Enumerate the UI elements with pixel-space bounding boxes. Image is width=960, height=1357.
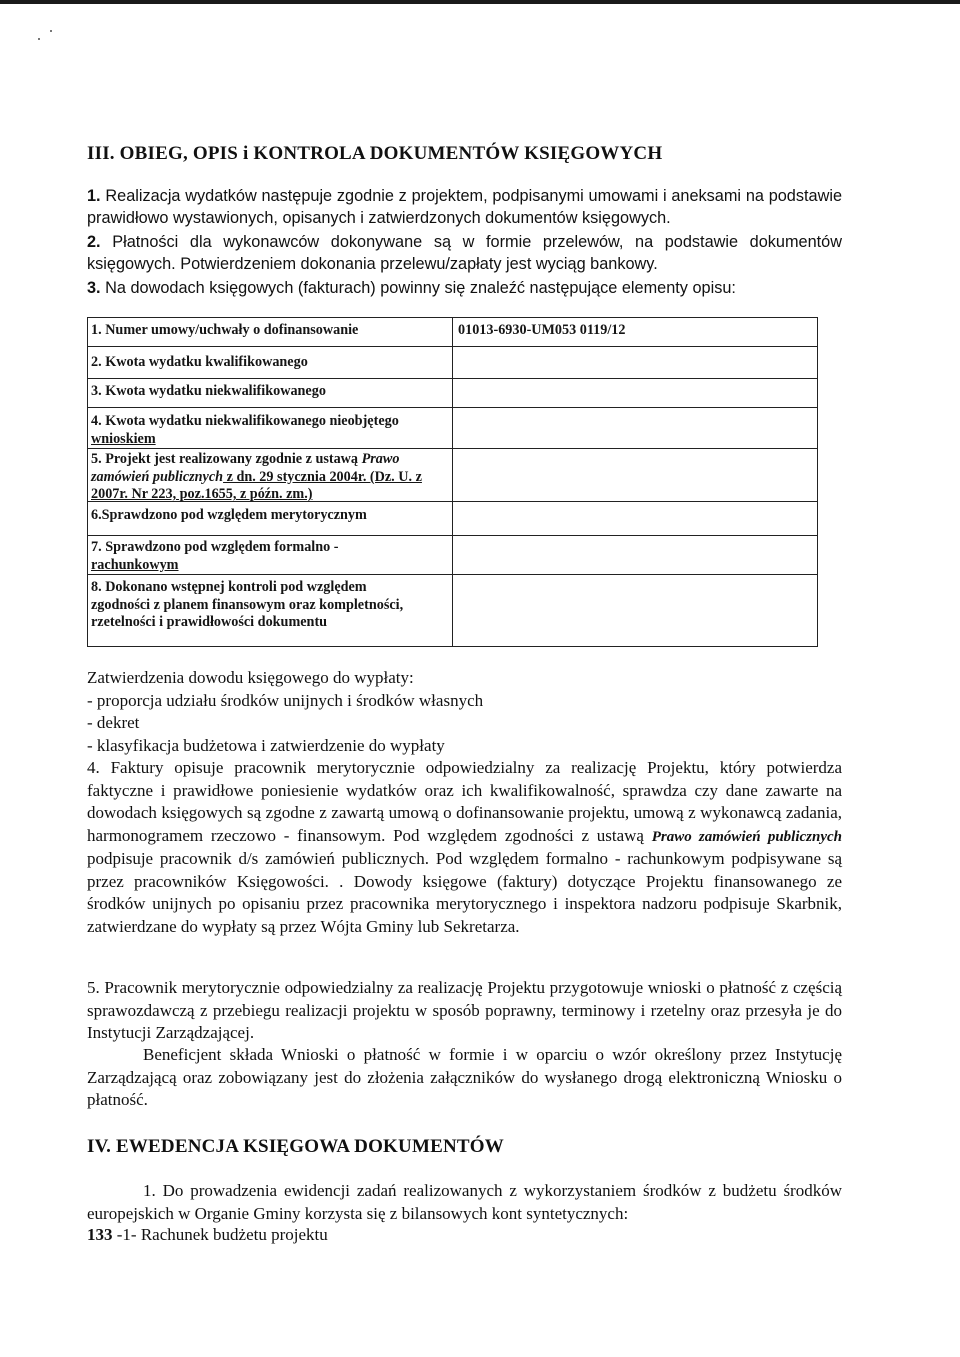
paragraph-5b [87, 1044, 842, 1112]
invoice-description-table [87, 317, 818, 647]
row-value: 01013-6930-UM053 0119/12 [458, 322, 626, 338]
paragraph-number: 1. [143, 1181, 156, 1200]
paragraph-number: 2. [87, 233, 101, 251]
row-label: 3. Kwota wydatku niekwalifikowanego [91, 383, 326, 399]
paragraph-text: Do prowadzenia ewidencji zadań realizowanych z wykorzystaniem środków z budżetu środków europejskich w Organie Gminy korzysta się z bilansowych kont syntetycznych: [87, 1181, 842, 1223]
row-label: wnioskiem [91, 430, 156, 447]
row-label: rachunkowym [91, 556, 179, 573]
row-label: rzetelności i prawidłowości dokumentu [91, 614, 328, 630]
table-row-divider [88, 535, 817, 536]
table-row [91, 507, 447, 525]
row-label: 7. Sprawdzono pod względem formalno - [91, 539, 339, 555]
paragraph-text: Beneficjent składa Wnioski o płatność w formie i w oparciu o wzór określony przez Instytucję Zarządzającą oraz zobowiązany jest do złożenia załączników do wysłanego drogą elektroniczną Wniosku o płatność. [87, 1045, 842, 1109]
paragraph-italic: Prawo zamówień publicznych [651, 828, 843, 845]
row-label: 5. Projekt jest realizowany zgodnie z ustawą [91, 451, 362, 467]
paragraph-1 [87, 185, 842, 229]
scan-speck [50, 30, 52, 32]
paragraph-text: Realizacja wydatków następuje zgodnie z projektem, podpisanymi umowami i aneksami na podstawie prawidłowo wystawionych, opisanych i zatwierdzonych dokumentów księgowych. [87, 187, 843, 227]
paragraph-2 [87, 231, 842, 275]
paragraph-text: podpisuje pracownik d/s zamówień publicznych. Pod względem formalno - rachunkowym podpisywane są przez pracowników Księgowości. . Dowody księgowe (faktury) dotyczące Projektu finansowanego ze środków unijnych po opisaniu przez pracownika merytorycznego i inspektora nadzoru podpisuje Skarbnik, zatwierdzane do wypłaty są przez Wójta Gminy lub Sekretarza. [87, 849, 842, 936]
account-text: -1- Rachunek budżetu projektu [112, 1225, 328, 1244]
table-row [91, 322, 447, 340]
paragraph-text: Płatności dla wykonawców dokonywane są w formie przelewów, na podstawie dokumentów księgowych. Potwierdzeniem dokonania przelewu/zapłaty jest wyciąg bankowy. [87, 233, 842, 273]
table-row-divider [88, 407, 817, 408]
paragraph-text: Faktury opisuje pracownik merytorycznie odpowiedzialny za realizację Projektu, który potwierdza faktyczne i prawidłowe poniesienie wydatków oraz ich kwalifikowalność, sprawdza czy dane zawarte na dowodach księgowych są zgodne z zawartą umową o dofinansowanie projektu, umową z wykonawcą zadania, harmonogramem rzeczowo - finansowym. Pod względem zgodności z ustawą [87, 758, 842, 845]
paragraph-text: Pracownik merytorycznie odpowiedzialny za realizację Projektu przygotowuje wnioski o płatność z częścią sprawozdawczą z przebiegu realizacji projektu w sposób poprawny, terminowy i rzetelny oraz przesyła je do Instytucji Zarządzającej. [87, 978, 843, 1042]
table-row [91, 451, 447, 504]
section4-paragraph-1 [87, 1180, 842, 1225]
paragraph-number: 3. [87, 279, 101, 297]
table-row [91, 413, 447, 448]
paragraph-3 [87, 277, 842, 299]
account-line [87, 1224, 328, 1247]
list-item: - proporcja udziału środków unijnych i środków własnych [87, 690, 484, 710]
table-row [91, 383, 447, 401]
row-label: 6.Sprawdzono pod względem merytorycznym [91, 507, 367, 523]
row-label: 4. Kwota wydatku niekwalifikowanego nieobjętego [91, 413, 399, 429]
list-item: - dekret [87, 713, 140, 732]
table-row-divider [88, 574, 817, 575]
approval-title: Zatwierdzenia dowodu księgowego do wypłaty: [87, 668, 414, 687]
account-number: 133 [87, 1225, 113, 1244]
row-label: 2. Kwota wydatku kwalifikowanego [91, 354, 308, 370]
paragraph-number: 5. [87, 978, 100, 997]
table-row-divider [88, 448, 817, 449]
row-label: 1. Numer umowy/uchwały o dofinansowanie [91, 322, 359, 338]
row-label-italic: Prawo zamówień publicznych [91, 451, 400, 485]
list-item: - klasyfikacja budżetowa i zatwierdzenie do wypłaty [87, 735, 445, 755]
section-heading: III. OBIEG, OPIS i KONTROLA DOKUMENTÓW KSIĘGOWYCH [87, 143, 663, 164]
scan-edge [0, 0, 960, 4]
paragraph-4 [87, 757, 842, 938]
table-row-divider [88, 346, 817, 347]
table-row [91, 354, 447, 372]
table-row [91, 579, 447, 632]
table-row-divider [88, 378, 817, 379]
row-label: zgodności z planem finansowym oraz kompletności, [91, 596, 404, 613]
paragraph-number: 4. [87, 758, 100, 777]
row-label: 8. Dokonano wstępnej kontroli pod względem [91, 579, 367, 595]
scan-speck [38, 38, 40, 40]
section-heading: IV. EWEDENCJA KSIĘGOWA DOKUMENTÓW [87, 1136, 504, 1157]
table-column-divider [452, 318, 453, 646]
paragraph-text: Na dowodach księgowych (fakturach) powinny się znaleźć następujące elementy opisu: [105, 279, 736, 297]
paragraph-5 [87, 977, 842, 1045]
table-row [91, 539, 447, 574]
approval-list [87, 667, 847, 757]
paragraph-number: 1. [87, 187, 101, 205]
row-label: z dn. 29 stycznia 2004r. (Dz. U. z 2007r. Nr 223, poz.1655, z późn. zm.) [91, 468, 422, 502]
